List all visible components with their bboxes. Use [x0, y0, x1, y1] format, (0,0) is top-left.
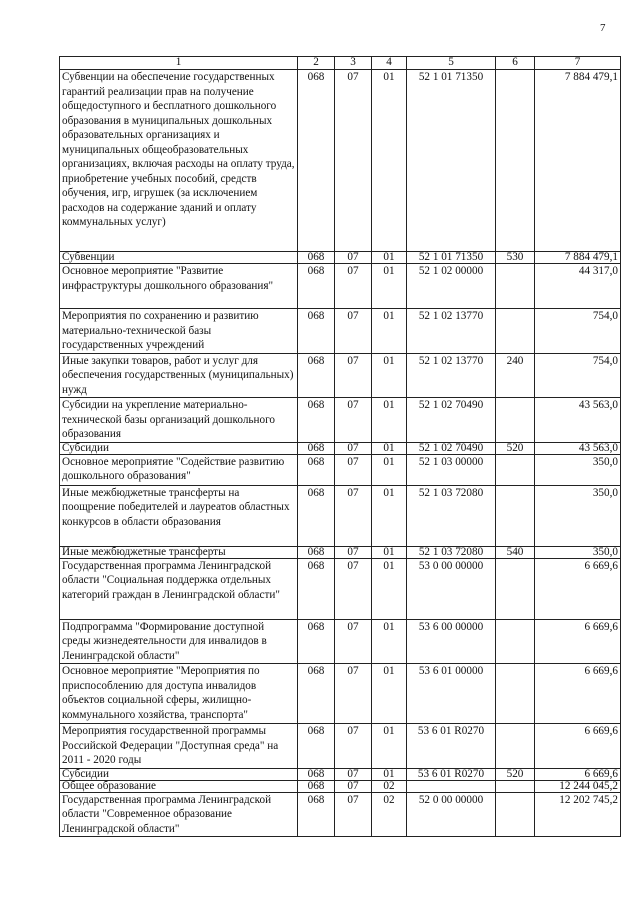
row-col-7-cell: 7 884 479,1: [535, 70, 621, 252]
row-col-6-cell: [496, 485, 535, 546]
row-col-2-cell: 068: [298, 264, 335, 309]
row-col-4-cell: 01: [372, 724, 407, 769]
row-col-2-cell: 068: [298, 768, 335, 780]
row-col-5-cell: [407, 780, 496, 792]
row-col-2-cell: 068: [298, 454, 335, 485]
row-col-4-cell: 01: [372, 768, 407, 780]
table-row: [60, 252, 621, 264]
row-col-3-cell: 07: [335, 398, 372, 443]
row-name-cell: Иные закупки товаров, работ и услуг для обеспечения государственных (муниципальных) нужд: [60, 353, 298, 398]
row-col-4-cell: 01: [372, 252, 407, 264]
row-col-2-cell: 068: [298, 442, 335, 454]
row-col-2-cell: 068: [298, 780, 335, 792]
row-col-2-cell: 068: [298, 558, 335, 619]
row-col-5-cell: 52 1 01 71350: [407, 252, 496, 264]
row-col-3-cell: 07: [335, 70, 372, 252]
row-col-6-cell: 540: [496, 546, 535, 558]
row-col-4-cell: 01: [372, 546, 407, 558]
row-col-7-cell: 350,0: [535, 485, 621, 546]
row-col-2-cell: 068: [298, 546, 335, 558]
table-row: [60, 442, 621, 454]
row-col-6-cell: [496, 724, 535, 769]
table-row: [60, 309, 621, 354]
header-col-1: 1: [60, 57, 298, 70]
row-name-cell: Субсидии на укрепление материально-технической базы организаций дошкольного образования: [60, 398, 298, 443]
row-col-6-cell: 530: [496, 252, 535, 264]
row-col-3-cell: 07: [335, 768, 372, 780]
table-row: [60, 546, 621, 558]
table-row: [60, 70, 621, 252]
row-col-5-cell: 52 1 03 00000: [407, 454, 496, 485]
row-col-6-cell: [496, 792, 535, 837]
row-col-7-cell: 6 669,6: [535, 619, 621, 664]
row-col-2-cell: 068: [298, 664, 335, 724]
row-col-3-cell: 07: [335, 619, 372, 664]
row-col-7-cell: 12 244 045,2: [535, 780, 621, 792]
row-col-4-cell: 01: [372, 70, 407, 252]
row-col-4-cell: 01: [372, 442, 407, 454]
row-col-5-cell: 53 6 01 R0270: [407, 724, 496, 769]
header-col-6: 6: [496, 57, 535, 70]
row-col-2-cell: 068: [298, 398, 335, 443]
row-col-3-cell: 07: [335, 546, 372, 558]
row-col-4-cell: 01: [372, 398, 407, 443]
row-col-3-cell: 07: [335, 454, 372, 485]
table-body: [60, 70, 621, 837]
row-name-cell: Государственная программа Ленинградской области "Современное образование Ленинградской области": [60, 792, 298, 837]
row-col-2-cell: 068: [298, 353, 335, 398]
row-name-cell: Субвенции: [60, 252, 298, 264]
header-col-2: 2: [298, 57, 335, 70]
row-col-7-cell: 6 669,6: [535, 558, 621, 619]
row-name-cell: Мероприятия по сохранению и развитию материально-технической базы государственных учреждений: [60, 309, 298, 354]
row-col-5-cell: 52 1 01 71350: [407, 70, 496, 252]
row-col-6-cell: [496, 664, 535, 724]
row-col-3-cell: 07: [335, 780, 372, 792]
row-col-5-cell: 53 0 00 00000: [407, 558, 496, 619]
row-col-7-cell: 12 202 745,2: [535, 792, 621, 837]
row-col-2-cell: 068: [298, 724, 335, 769]
table-row: [60, 264, 621, 309]
row-col-3-cell: 07: [335, 442, 372, 454]
row-col-5-cell: 53 6 01 00000: [407, 664, 496, 724]
row-col-5-cell: 52 1 02 13770: [407, 353, 496, 398]
row-col-6-cell: [496, 264, 535, 309]
row-col-6-cell: 520: [496, 768, 535, 780]
row-name-cell: Субвенции на обеспечение государственных гарантий реализации прав на получение общедоступного и бесплатного дошкольного образования в муниципальных дошкольных образовательных организациях и муниципальных общеобразовательных организациях, включая расходы на оплату труда, приобретение учебных пособий, средств обучения, игр, игрушек (за исключением расходов на содержание зданий и оплату коммунальных услуг): [60, 70, 298, 252]
row-col-2-cell: 068: [298, 309, 335, 354]
table-row: [60, 353, 621, 398]
row-name-cell: Мероприятия государственной программы Российской Федерации "Доступная среда" на 2011 - 2020 годы: [60, 724, 298, 769]
table-header-row: [60, 57, 621, 70]
row-col-7-cell: 350,0: [535, 454, 621, 485]
row-col-2-cell: 068: [298, 70, 335, 252]
row-col-2-cell: 068: [298, 485, 335, 546]
table-row: [60, 454, 621, 485]
row-col-3-cell: 07: [335, 252, 372, 264]
row-col-3-cell: 07: [335, 724, 372, 769]
row-name-cell: Иные межбюджетные трансферты: [60, 546, 298, 558]
table-row: [60, 398, 621, 443]
row-col-6-cell: 520: [496, 442, 535, 454]
table-row: [60, 619, 621, 664]
row-col-7-cell: 7 884 479,1: [535, 252, 621, 264]
row-col-7-cell: 6 669,6: [535, 664, 621, 724]
row-name-cell: Государственная программа Ленинградской области "Социальная поддержка отдельных категорий граждан в Ленинградской области": [60, 558, 298, 619]
row-col-3-cell: 07: [335, 309, 372, 354]
row-col-3-cell: 07: [335, 558, 372, 619]
row-col-4-cell: 01: [372, 664, 407, 724]
row-name-cell: Основное мероприятие "Развитие инфраструктуры дошкольного образования": [60, 264, 298, 309]
row-col-3-cell: 07: [335, 664, 372, 724]
row-col-5-cell: 53 6 01 R0270: [407, 768, 496, 780]
header-col-5: 5: [407, 57, 496, 70]
row-col-4-cell: 02: [372, 792, 407, 837]
row-name-cell: Основное мероприятие "Содействие развитию дошкольного образования": [60, 454, 298, 485]
row-col-6-cell: [496, 309, 535, 354]
row-col-4-cell: 01: [372, 454, 407, 485]
row-col-4-cell: 01: [372, 619, 407, 664]
row-col-5-cell: 53 6 00 00000: [407, 619, 496, 664]
row-col-4-cell: 02: [372, 780, 407, 792]
row-col-4-cell: 01: [372, 485, 407, 546]
table-row: [60, 724, 621, 769]
budget-table: [59, 56, 621, 837]
row-col-7-cell: 44 317,0: [535, 264, 621, 309]
row-col-7-cell: 350,0: [535, 546, 621, 558]
row-col-4-cell: 01: [372, 353, 407, 398]
table-row: [60, 664, 621, 724]
row-col-3-cell: 07: [335, 792, 372, 837]
table-row: [60, 768, 621, 780]
header-col-3: 3: [335, 57, 372, 70]
row-col-6-cell: [496, 454, 535, 485]
row-col-5-cell: 52 1 03 72080: [407, 546, 496, 558]
header-col-4: 4: [372, 57, 407, 70]
row-col-6-cell: [496, 619, 535, 664]
row-col-5-cell: 52 1 02 13770: [407, 309, 496, 354]
row-col-7-cell: 6 669,6: [535, 724, 621, 769]
row-col-6-cell: 240: [496, 353, 535, 398]
row-col-2-cell: 068: [298, 619, 335, 664]
row-col-5-cell: 52 1 02 00000: [407, 264, 496, 309]
table-row: [60, 558, 621, 619]
row-col-7-cell: 43 563,0: [535, 398, 621, 443]
row-col-7-cell: 43 563,0: [535, 442, 621, 454]
row-name-cell: Основное мероприятие "Мероприятия по приспособлению для доступа инвалидов объектов социальной сферы, жилищно-коммунального хозяйства, транспорта": [60, 664, 298, 724]
row-col-5-cell: 52 0 00 00000: [407, 792, 496, 837]
row-name-cell: Субсидии: [60, 768, 298, 780]
row-name-cell: Иные межбюджетные трансферты на поощрение победителей и лауреатов областных конкурсов в области образования: [60, 485, 298, 546]
row-col-3-cell: 07: [335, 353, 372, 398]
row-col-7-cell: 754,0: [535, 353, 621, 398]
row-col-6-cell: [496, 780, 535, 792]
row-col-5-cell: 52 1 02 70490: [407, 442, 496, 454]
row-col-5-cell: 52 1 03 72080: [407, 485, 496, 546]
row-col-2-cell: 068: [298, 252, 335, 264]
row-col-6-cell: [496, 398, 535, 443]
row-col-6-cell: [496, 558, 535, 619]
row-col-3-cell: 07: [335, 485, 372, 546]
row-col-5-cell: 52 1 02 70490: [407, 398, 496, 443]
table-row: [60, 485, 621, 546]
row-col-7-cell: 6 669,6: [535, 768, 621, 780]
row-col-4-cell: 01: [372, 264, 407, 309]
row-col-4-cell: 01: [372, 558, 407, 619]
row-name-cell: Общее образование: [60, 780, 298, 792]
row-col-3-cell: 07: [335, 264, 372, 309]
row-name-cell: Субсидии: [60, 442, 298, 454]
row-col-6-cell: [496, 70, 535, 252]
table-row: [60, 792, 621, 837]
row-col-7-cell: 754,0: [535, 309, 621, 354]
page-number: 7: [600, 22, 606, 34]
header-col-7: 7: [535, 57, 621, 70]
row-name-cell: Подпрограмма "Формирование доступной среды жизнедеятельности для инвалидов в Ленинградской области": [60, 619, 298, 664]
table-row: [60, 780, 621, 792]
row-col-2-cell: 068: [298, 792, 335, 837]
row-col-4-cell: 01: [372, 309, 407, 354]
